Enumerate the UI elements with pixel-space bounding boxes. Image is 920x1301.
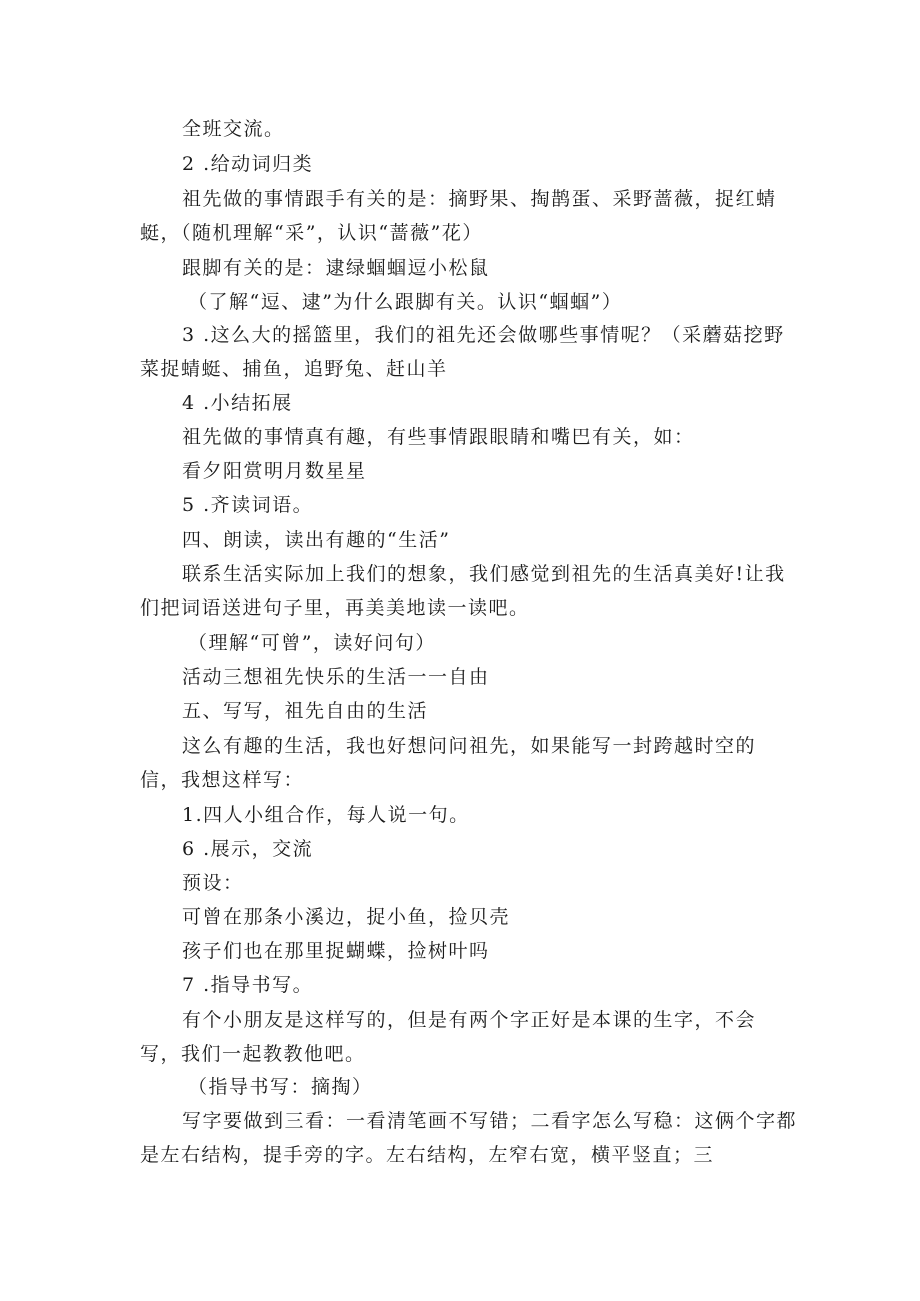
text-line: 有个小朋友是这样写的，但是有两个字正好是本课的生字，不会 — [182, 1009, 757, 1031]
text-line: 3 .这么大的摇篮里，我们的祖先还会做哪些事情呢？（采蘑菇挖野 — [182, 324, 785, 346]
text-line: 这么有趣的生活，我也好想问问祖先，如果能写一封跨越时空的 — [182, 735, 757, 757]
text-line: 五、写写，祖先自由的生活 — [182, 700, 429, 722]
text-line: 2 .给动词归类 — [182, 153, 314, 175]
text-line: 是左右结构，提手旁的字。左右结构，左窄右宽，横平竖直；三 — [140, 1144, 715, 1166]
text-line: 祖先做的事情真有趣，有些事情跟眼睛和嘴巴有关，如： — [182, 426, 695, 448]
text-line: 孩子们也在那里捉蝴蝶，捡树叶吗 — [182, 940, 490, 962]
text-line: （理解“可曾”，读好问句） — [188, 632, 436, 654]
text-line: 信，我想这样写： — [140, 769, 305, 791]
text-line: 可曾在那条小溪边，捉小鱼，捡贝壳 — [182, 906, 511, 928]
text-line: 活动三想祖先快乐的生活一一自由 — [182, 666, 490, 688]
text-line: 菜捉蜻蜓、捕鱼，追野兔、赶山羊 — [140, 358, 448, 380]
text-line: 7 .指导书写。 — [182, 974, 314, 996]
text-line: （了解“逗、逮”为什么跟脚有关。认识“蝈蝈”） — [188, 291, 623, 313]
text-line: （指导书写：摘掏） — [188, 1076, 373, 1098]
text-line: 全班交流。 — [182, 118, 285, 140]
text-line: 预设： — [182, 872, 244, 894]
text-line: 写字要做到三看：一看清笔画不写错；二看字怎么写稳：这俩个字都 — [182, 1110, 798, 1132]
text-line: 1.四人小组合作，每人说一句。 — [182, 804, 470, 826]
text-line: 4 .小结拓展 — [182, 392, 293, 414]
text-line: 看夕阳赏明月数星星 — [182, 460, 367, 482]
text-line: 联系生活实际加上我们的想象，我们感觉到祖先的生活真美好!让我 — [182, 563, 786, 585]
text-line: 跟脚有关的是：逮绿蝈蝈逗小松鼠 — [182, 257, 490, 279]
text-line: 四、朗读，读出有趣的“生活” — [182, 529, 451, 551]
text-line: 6 .展示，交流 — [182, 838, 314, 860]
text-line: 祖先做的事情跟手有关的是：摘野果、掏鹊蛋、采野蔷薇，捉红蜻 — [182, 188, 777, 210]
text-line: 们把词语送进句子里，再美美地读一读吧。 — [140, 597, 530, 619]
text-line: 蜓，（随机理解“采”，认识“蔷薇”花） — [140, 222, 483, 244]
text-line: 写，我们一起教教他吧。 — [140, 1043, 366, 1065]
text-line: 5 .齐读词语。 — [182, 494, 314, 516]
